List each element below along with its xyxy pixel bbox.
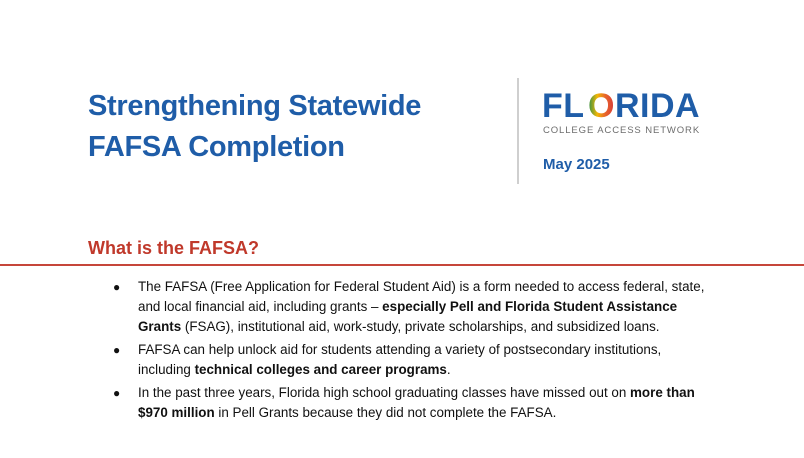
bullet-list bbox=[113, 277, 713, 426]
bullet-text: . bbox=[446, 362, 451, 377]
bullet-text: (FSAG), institutional aid, work-study, private scholarships, and subsidized loans. bbox=[181, 319, 660, 334]
bullet-bold-text: especially Pell and Florida Student Assistance Grants bbox=[138, 299, 678, 334]
bullet-item bbox=[113, 277, 713, 337]
logo-tagline: COLLEGE ACCESS NETWORK bbox=[543, 125, 701, 136]
publication-date: May 2025 bbox=[543, 156, 610, 173]
bullet-text: The FAFSA (Free Application for Federal Student Aid) is a form needed to access federal, state, and local financial aid, including grants – bbox=[138, 279, 705, 314]
section-heading: What is the FAFSA? bbox=[88, 238, 259, 258]
section-divider bbox=[0, 264, 804, 266]
title-line-2: FAFSA Completion bbox=[88, 131, 345, 163]
title-line-1: Strengthening Statewide bbox=[88, 90, 422, 122]
bullet-item bbox=[113, 340, 713, 380]
bullet-text: In the past three years, Florida high school graduating classes have missed out on bbox=[138, 385, 631, 400]
bullet-icon: ● bbox=[113, 386, 121, 400]
bullet-bold-text: technical colleges and career programs bbox=[194, 362, 447, 377]
bullet-bold-text: more than $970 million bbox=[138, 385, 695, 420]
vertical-divider bbox=[517, 78, 519, 184]
logo-text-fl: FL bbox=[542, 87, 585, 125]
document-title bbox=[88, 86, 498, 168]
bullet-text: in Pell Grants because they did not complete the FAFSA. bbox=[214, 405, 557, 420]
logo-text-o: O bbox=[588, 87, 615, 125]
bullet-item bbox=[113, 383, 713, 423]
logo-text-rida: RIDA bbox=[615, 87, 701, 125]
bullet-icon: ● bbox=[113, 280, 121, 294]
bullet-icon: ● bbox=[113, 343, 121, 357]
bullet-text: FAFSA can help unlock aid for students attending a variety of postsecondary institutions, including bbox=[138, 342, 662, 377]
